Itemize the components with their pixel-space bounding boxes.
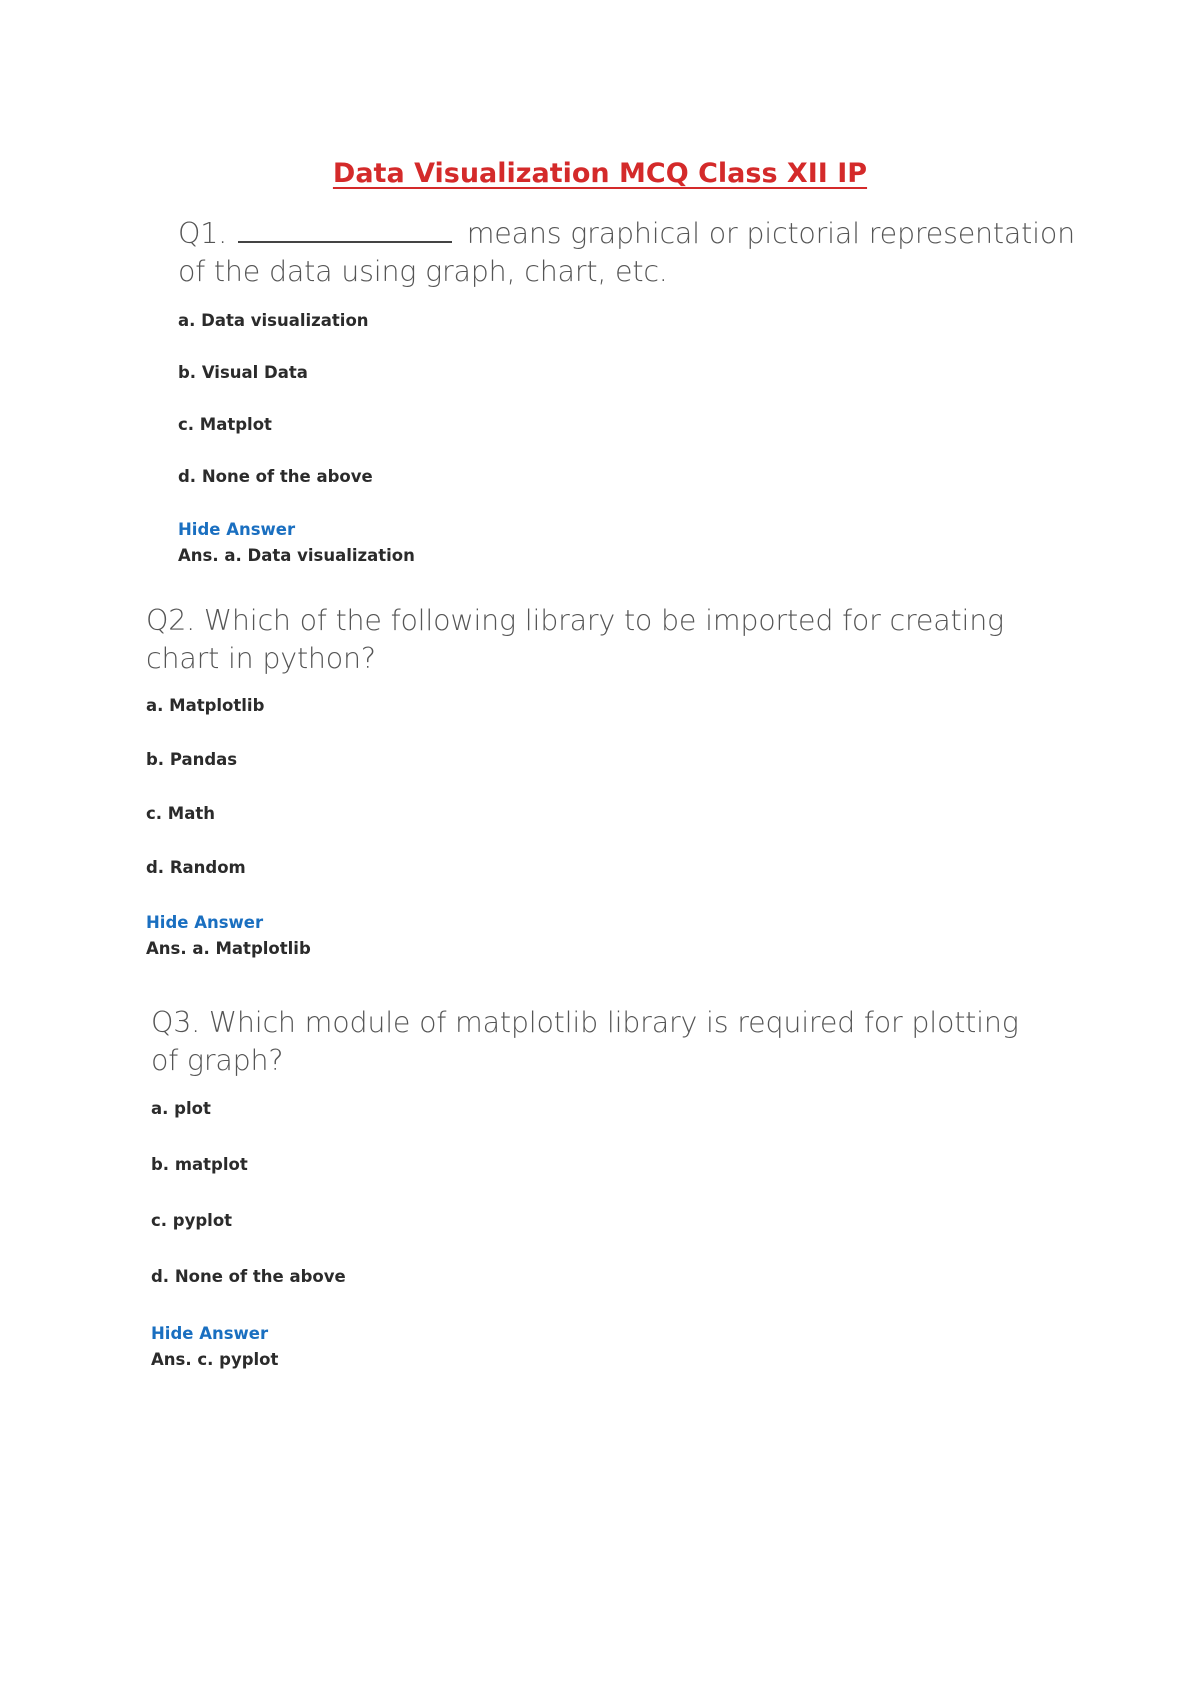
question-3-option-d: d. None of the above xyxy=(151,1267,346,1286)
question-1-text xyxy=(178,215,1078,291)
question-1-hide-answer-link[interactable]: Hide Answer xyxy=(178,520,296,539)
question-2-option-c: c. Math xyxy=(146,804,215,823)
question-3-answer: Ans. c. pyplot xyxy=(151,1350,279,1369)
question-1-option-c: c. Matplot xyxy=(178,415,272,434)
question-3-hide-answer-link[interactable]: Hide Answer xyxy=(151,1324,269,1343)
question-1-blank xyxy=(238,219,452,243)
question-1-option-d: d. None of the above xyxy=(178,467,373,486)
page-title: Data Visualization MCQ Class XII IP xyxy=(332,158,868,189)
question-1-option-b: b. Visual Data xyxy=(178,363,308,382)
question-2-number: Q2. xyxy=(146,604,196,637)
question-1 xyxy=(178,215,1078,567)
question-3-body: Which module of matplotlib library is required for plotting of graph? xyxy=(151,1006,1019,1077)
question-2-hide-answer-link[interactable]: Hide Answer xyxy=(146,913,264,932)
question-2-option-a: a. Matplotlib xyxy=(146,696,265,715)
question-2-option-b: b. Pandas xyxy=(146,750,238,769)
question-2-text xyxy=(146,602,1046,678)
question-3-text xyxy=(151,1004,1051,1080)
question-2-option-d: d. Random xyxy=(146,858,246,877)
question-1-answer: Ans. a. Data visualization xyxy=(178,546,415,565)
question-1-options xyxy=(178,311,1078,519)
question-3-number: Q3. xyxy=(151,1006,201,1039)
question-3-option-c: c. pyplot xyxy=(151,1211,233,1230)
question-1-option-a: a. Data visualization xyxy=(178,311,369,330)
question-2 xyxy=(146,602,1046,960)
question-1-text-after-blank: means graphical or pictorial representation of the data using graph, chart, etc. xyxy=(178,217,1075,288)
question-2-answer: Ans. a. Matplotlib xyxy=(146,939,311,958)
question-1-number: Q1. xyxy=(178,217,228,250)
question-3 xyxy=(151,1004,1051,1371)
question-2-options xyxy=(146,696,1046,912)
question-3-option-a: a. plot xyxy=(151,1099,211,1118)
question-2-body: Which of the following library to be imported for creating chart in python? xyxy=(146,604,1004,675)
question-3-options xyxy=(151,1099,1051,1323)
question-3-option-b: b. matplot xyxy=(151,1155,248,1174)
